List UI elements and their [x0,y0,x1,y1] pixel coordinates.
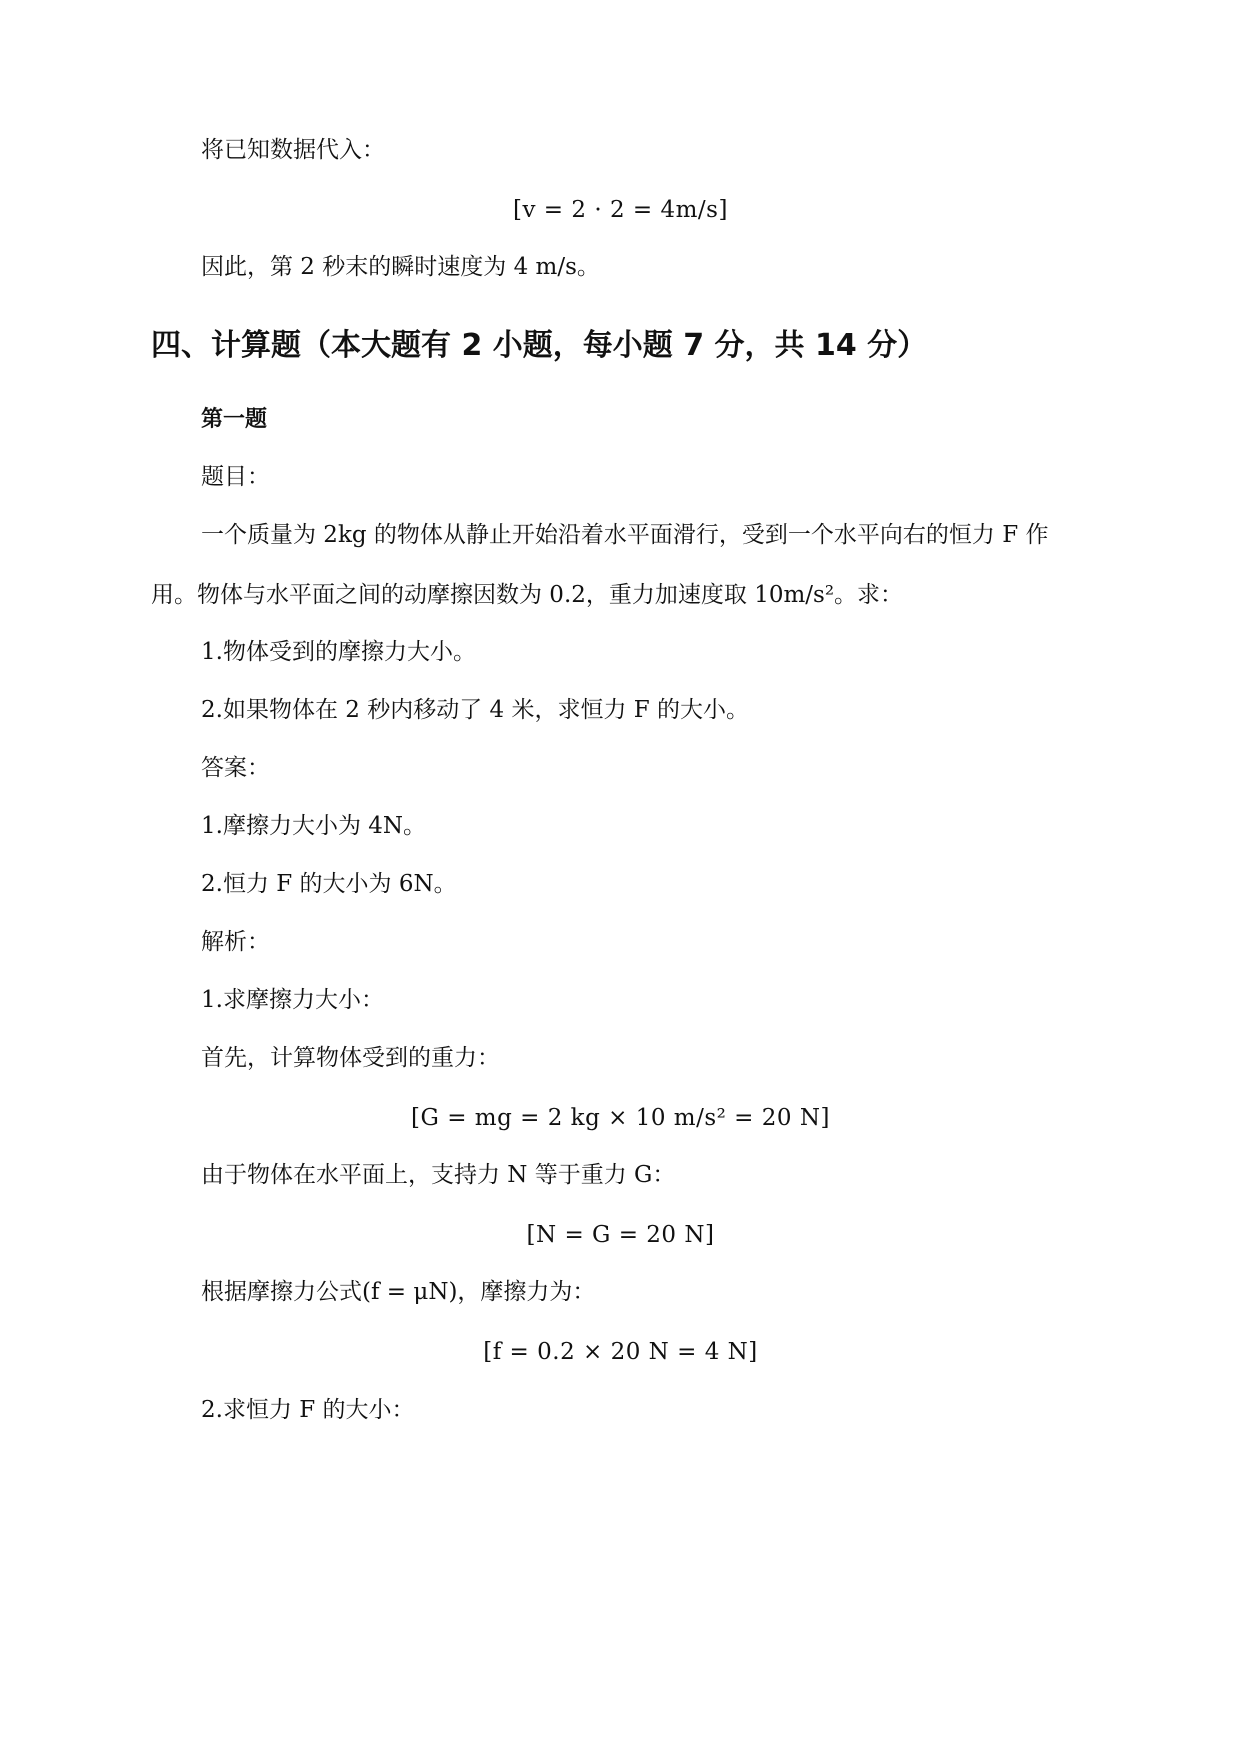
formula-gravity: [G = mg = 2 kg × 10 m/s² = 20 N] [411,1105,830,1131]
formula-velocity: [v = 2 · 2 = 4m/s] [513,197,728,223]
analysis-normal-force-intro: 由于物体在水平面上，支持力 N 等于重力 G： [201,1162,676,1188]
analysis-gravity-intro: 首先，计算物体受到的重力： [201,1045,500,1071]
analysis-label: 解析： [201,929,270,955]
question-text-line-2: 用。物体与水平面之间的动摩擦因数为 0.2，重力加速度取 10m/s²。求： [151,582,904,608]
answer-item-2: 2.恒力 F 的大小为 6N。 [201,871,457,897]
formula-friction: [f = 0.2 × 20 N = 4 N] [483,1339,758,1365]
answer-item-1: 1.摩擦力大小为 4N。 [201,813,427,839]
section-heading: 四、计算题（本大题有 2 小题，每小题 7 分，共 14 分） [151,328,928,363]
text-line-velocity-conclusion: 因此，第 2 秒末的瞬时速度为 4 m/s。 [201,254,600,280]
answer-label: 答案： [201,755,270,781]
question-label: 题目： [201,464,270,490]
question-item-1: 1.物体受到的摩擦力大小。 [201,639,476,665]
formula-normal-force: [N = G = 20 N] [526,1222,715,1248]
question-item-2: 2.如果物体在 2 秒内移动了 4 米，求恒力 F 的大小。 [201,697,750,723]
analysis-friction-intro: 根据摩擦力公式(f = μN)，摩擦力为： [201,1279,596,1305]
question-title: 第一题 [201,407,268,432]
question-text-line-1: 一个质量为 2kg 的物体从静止开始沿着水平面滑行，受到一个水平向右的恒力 F 作 [201,522,1049,548]
text-line-substitute: 将已知数据代入： [201,137,385,163]
analysis-step-2: 2.求恒力 F 的大小： [201,1397,415,1423]
analysis-step-1: 1.求摩擦力大小： [201,987,384,1013]
